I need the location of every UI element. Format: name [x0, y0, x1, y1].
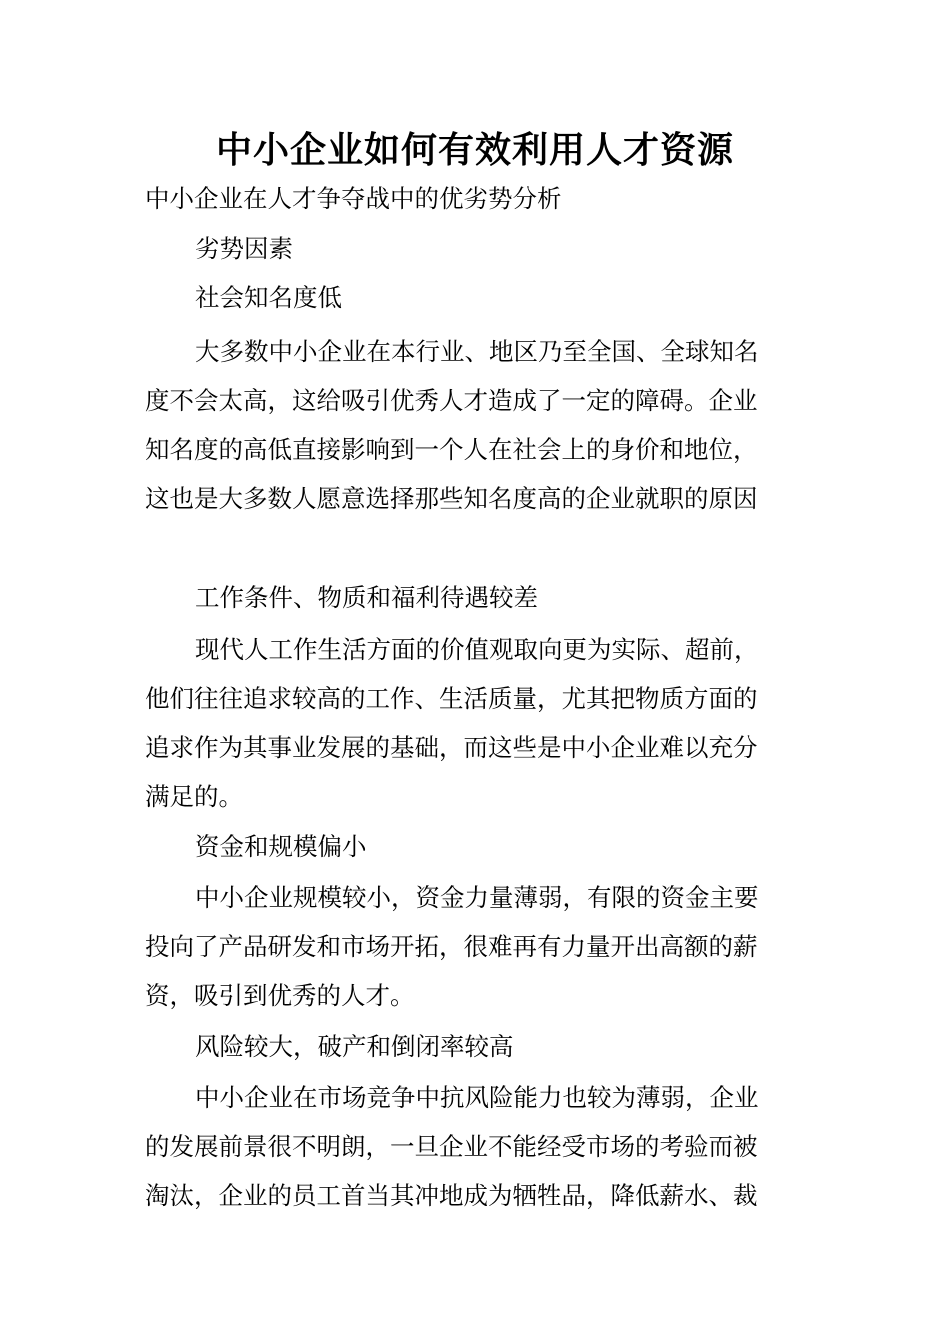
paragraph-line: 大多数中小企业在本行业、地区乃至全国、全球知名: [195, 337, 759, 366]
paragraph-line: 中小企业规模较小，资金力量薄弱，有限的资金主要: [195, 883, 759, 912]
paragraph-line: 这也是大多数人愿意选择那些知名度高的企业就职的原因: [145, 484, 758, 513]
paragraph-line: 他们往往追求较高的工作、生活质量，尤其把物质方面的: [145, 684, 758, 713]
item-heading: 资金和规模偏小: [195, 832, 367, 861]
paragraph-line: 的发展前景很不明朗，一旦企业不能经受市场的考验而被: [145, 1132, 758, 1161]
item-heading: 工作条件、物质和福利待遇较差: [195, 583, 538, 612]
paragraph-line: 现代人工作生活方面的价值观取向更为实际、超前，: [195, 635, 759, 664]
paragraph-line: 投向了产品研发和市场开拓，很难再有力量开出高额的薪: [145, 932, 758, 961]
item-heading: 社会知名度低: [195, 283, 342, 312]
paragraph-line: 追求作为其事业发展的基础，而这些是中小企业难以充分: [145, 733, 758, 762]
section-heading: 劣势因素: [195, 234, 293, 263]
paragraph-line: 满足的。: [145, 782, 243, 811]
document-title: 中小企业如何有效利用人才资源: [215, 129, 734, 171]
paragraph-line: 知名度的高低直接影响到一个人在社会上的身价和地位，: [145, 435, 758, 464]
paragraph-line: 度不会太高，这给吸引优秀人才造成了一定的障碍。企业: [145, 386, 758, 415]
item-heading: 风险较大，破产和倒闭率较高: [195, 1032, 514, 1061]
paragraph-line: 淘汰，企业的员工首当其冲地成为牺牲品，降低薪水、裁: [145, 1181, 758, 1210]
document-subtitle: 中小企业在人才争夺战中的优劣势分析: [145, 184, 562, 213]
paragraph-line: 中小企业在市场竞争中抗风险能力也较为薄弱，企业: [195, 1083, 759, 1112]
paragraph-line: 资，吸引到优秀的人才。: [145, 981, 415, 1010]
